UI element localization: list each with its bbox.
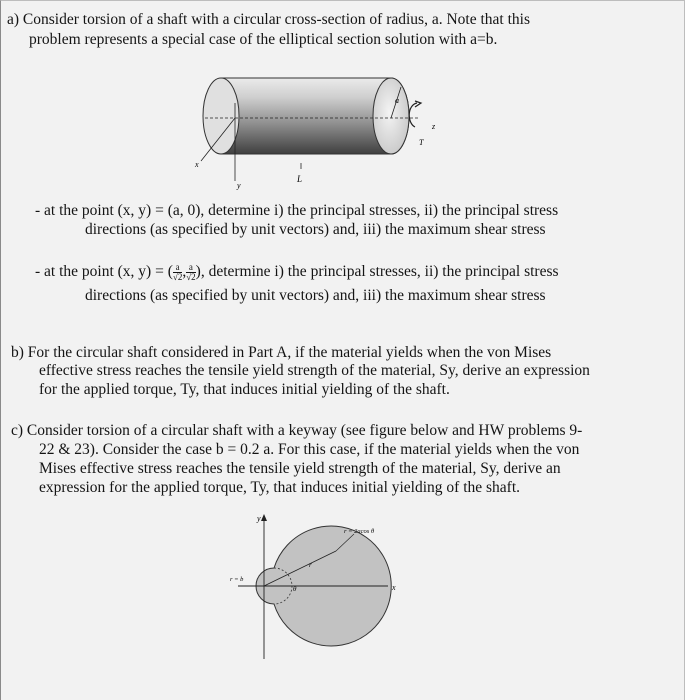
bullet-1-line-1: - at the point (x, y) = (a, 0), determine i) the principal stresses, ii) the principal stress — [35, 202, 559, 219]
label-y: y — [257, 514, 261, 523]
label-T: T — [419, 138, 424, 147]
label-r-eq-2acos: r = 2acos θ — [344, 528, 375, 535]
bullet-2-line-2: directions (as specified by unit vectors) and, iii) the maximum shear stress — [85, 287, 546, 304]
label-x: x — [392, 583, 396, 592]
torque-arrowhead — [415, 101, 421, 107]
shaft-right-end — [373, 78, 409, 154]
part-a-line-1: a) Consider torsion of a shaft with a circular cross-section of radius, a. Note that this — [7, 11, 530, 28]
keyway-figure — [216, 509, 416, 669]
label-a: a — [395, 96, 399, 105]
label-theta: θ — [293, 585, 297, 593]
label-L: L — [297, 174, 303, 184]
bullet-1-line-2: directions (as specified by unit vectors) and, iii) the maximum shear stress — [85, 221, 546, 238]
part-c-line-2: 22 & 23). Consider the case b = 0.2 a. For this case, if the material yields when the von — [39, 441, 580, 458]
part-a-line-2: problem represents a special case of the elliptical section solution with a=b. — [29, 31, 498, 48]
fraction-a-over-root2-second: $\frac{a}{√2}$ — [186, 262, 196, 282]
label-r-eq-b: r = b — [230, 576, 244, 583]
part-c-line-3: Mises effective stress reaches the tensile yield strength of the material, Sy, derive an — [39, 460, 561, 477]
fraction-a-over-root2-first: $\frac{a}{√2}$ — [172, 262, 183, 282]
label-x: x — [195, 160, 199, 169]
bullet-2-line-1: - at the point (x, y) = ( $\frac{a}{√2}$ , $\frac{a}{√2}$ ), determine i) the principal stresses, ii) the principal stress — [35, 262, 559, 282]
y-axis-arrow — [261, 514, 267, 521]
shaft-left-end — [203, 78, 239, 154]
part-b-label: b) — [11, 344, 24, 361]
part-a-label: a) — [7, 11, 20, 28]
part-b-line-3: for the applied torque, Ty, that induces initial yielding of the shaft. — [39, 381, 450, 398]
part-b-line-1: b) For the circular shaft considered in Part A, if the material yields when the von Mises — [11, 344, 552, 361]
label-y: y — [237, 181, 241, 190]
part-c-line-4: expression for the applied torque, Ty, that induces initial yielding of the shaft. — [39, 479, 521, 496]
part-b-line-2: effective stress reaches the tensile yield strength of the material, Sy, derive an expression — [39, 362, 590, 379]
label-z: z — [432, 122, 436, 131]
part-c-line-1: c) Consider torsion of a circular shaft with a keyway (see figure below and HW problems 9- — [11, 422, 583, 439]
label-r: r — [309, 561, 312, 569]
part-c-label: c) — [11, 422, 24, 439]
shaft-figure — [181, 63, 451, 193]
